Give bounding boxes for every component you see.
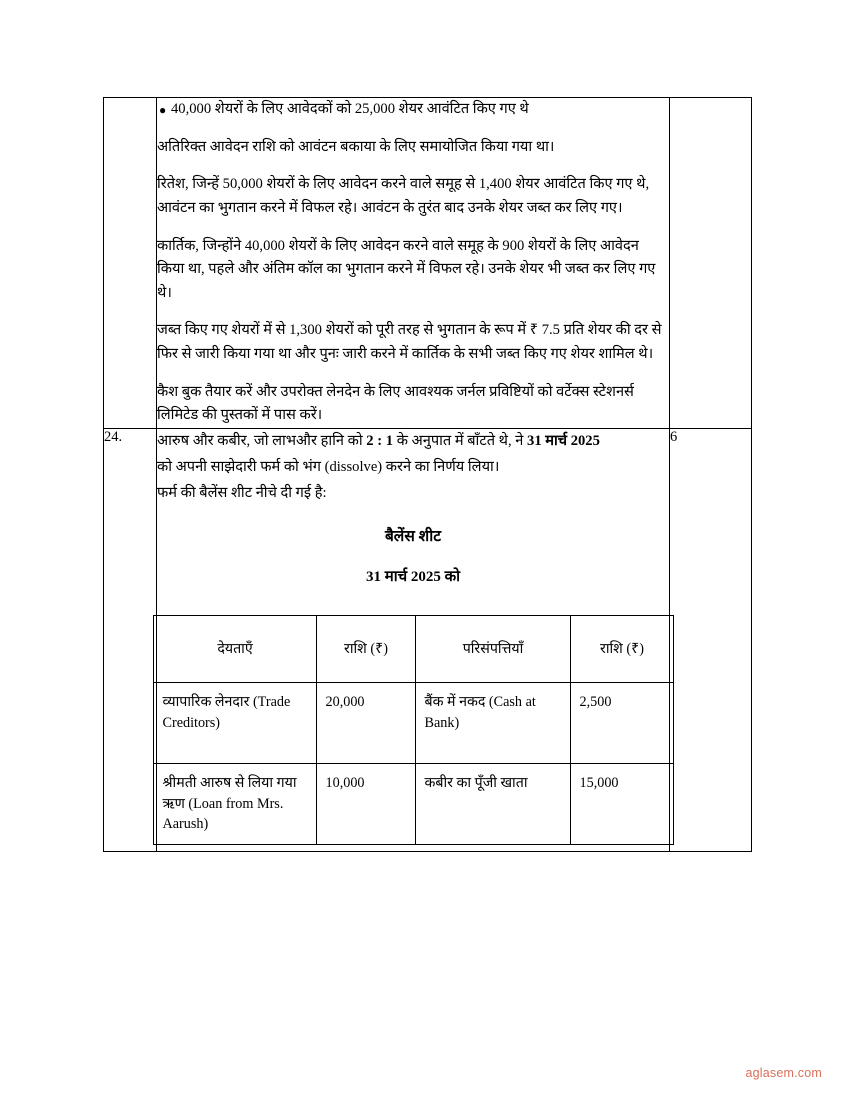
table-row: [104, 429, 752, 852]
paragraph-2: रितेश, जिन्हें 50,000 शेयरों के लिए आवेदन करने वाले समूह से 1,400 शेयर आवंटित किए गए थे, आवंटन का भुगतान करने में विफल रहे। आवंटन के तुरंत बाद उनके शेयर जब्त कर लिए गए।: [157, 176, 650, 216]
bullet-item: [157, 98, 669, 122]
balance-sheet-table: [153, 615, 674, 845]
asset-name: बैंक में नकद (Cash at Bank): [415, 683, 570, 764]
marks-cell-24: 6: [670, 429, 752, 852]
liability-name: व्यापारिक लेनदार (Trade Creditors): [153, 683, 316, 764]
table-row: [104, 98, 752, 429]
intro-date: 31 मार्च 2025: [527, 433, 600, 450]
asset-amount: 2,500: [570, 683, 673, 764]
paragraph-5: कैश बुक तैयार करें और उपरोक्त लेनदेन के लिए आवश्यक जर्नल प्रविष्टियों को वर्टेक्स स्टेशनर्स लिमिटेड की पुस्तकों में पास करें।: [157, 383, 634, 424]
paragraph-1: अतिरिक्त आवेदन राशि को आवंटन बकाया के लिए समायोजित किया गया था।: [157, 138, 555, 155]
bullet-dot-icon: ●: [159, 102, 167, 117]
header-liability-amount: राशि (₹): [316, 616, 415, 683]
liability-amount: 20,000: [316, 683, 415, 764]
balance-sheet-subtitle-date: 31 मार्च: [365, 568, 408, 585]
balance-sheet-title: बैलेंस शीट: [384, 527, 442, 545]
header-asset-amount: राशि (₹): [570, 616, 673, 683]
balance-sheet-row: [153, 683, 673, 764]
question-table: [103, 97, 752, 852]
intro-text-part1: आरुष और कबीर, जो लाभऔर हानि को: [157, 433, 367, 450]
balance-sheet-wrapper: [157, 615, 669, 845]
question-24-intro: [157, 429, 669, 453]
paragraph-3: कार्तिक, जिन्होंने 40,000 शेयरों के लिए आवेदन करने वाले समूह के 900 शेयरों के लिए आवेदन किया था, पहले और अंतिम कॉल का भुगतान करने में विफल रहे। उनके शेयर भी जब्त कर लिए गए थे।: [157, 237, 656, 301]
balance-sheet-header-row: [153, 616, 673, 683]
asset-amount: 15,000: [570, 764, 673, 845]
question-body-cell-24: [157, 429, 670, 852]
balance-sheet-subtitle-rest: 2025 को: [407, 568, 461, 585]
liability-name: श्रीमती आरुष से लिया गया ऋण (Loan from Mrs. Aarush): [153, 764, 316, 845]
intro-ratio: 2 : 1: [366, 433, 394, 450]
question-number-cell-24: 24.: [104, 429, 157, 852]
question-24-line2: को अपनी साझेदारी फर्म को भंग (dissolve) करने का निर्णय लिया।: [157, 459, 500, 476]
balance-sheet-row: [153, 764, 673, 845]
question-number-cell: [104, 98, 157, 429]
intro-text-part2: के अनुपात में बाँटते थे, ने: [393, 433, 528, 450]
header-assets: परिसंपत्तियाँ: [415, 616, 570, 683]
marks-cell: [670, 98, 752, 429]
bullet-text: 40,000 शेयरों के लिए आवेदकों को 25,000 शेयर आवंटित किए गए थे: [171, 101, 529, 117]
watermark: aglasem.com: [745, 1066, 822, 1080]
paragraph-4: जब्त किए गए शेयरों में से 1,300 शेयरों को पूरी तरह से भुगतान के रूप में ₹ 7.5 प्रति शेयर की दर से फिर से जारी किया गया था और पुनः जारी करने में कार्तिक के सभी जब्त किए गए शेयर शामिल थे।: [157, 322, 662, 363]
liability-amount: 10,000: [316, 764, 415, 845]
asset-name: कबीर का पूँजी खाता: [415, 764, 570, 845]
header-liabilities: देयताएँ: [153, 616, 316, 683]
question-body-cell: [157, 98, 670, 429]
question-24-line3: फर्म की बैलेंस शीट नीचे दी गई है:: [157, 485, 327, 502]
balance-sheet-subtitle: [157, 565, 669, 589]
